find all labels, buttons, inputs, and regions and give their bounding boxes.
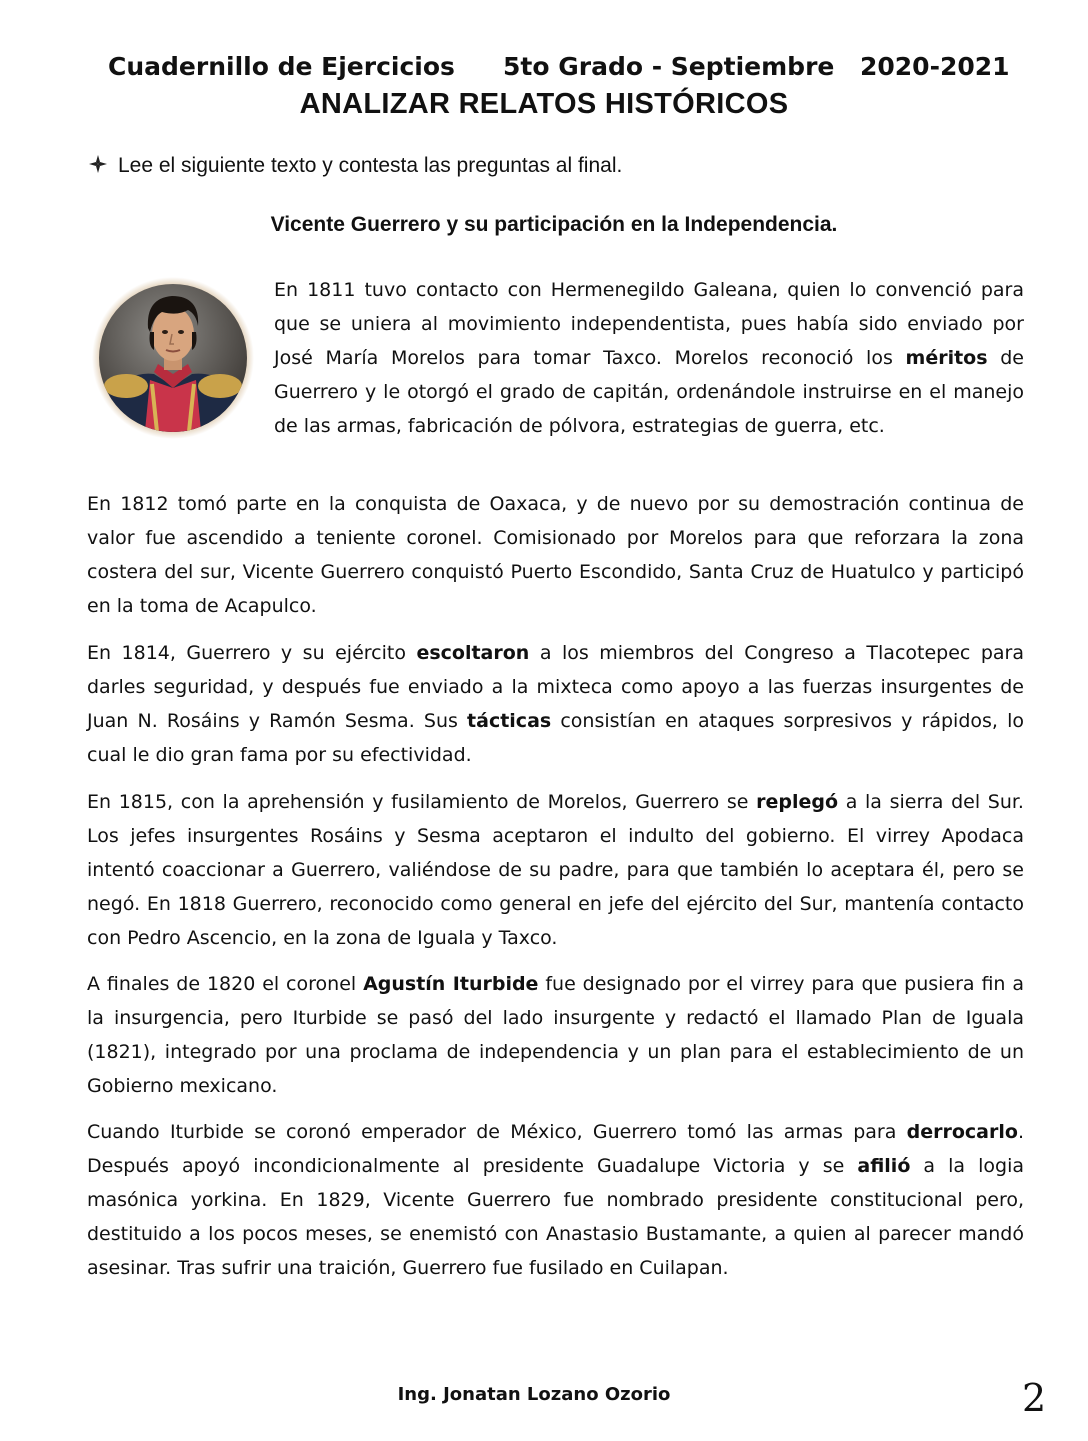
paragraph-1-text-a: En 1811 tuvo contacto con Hermenegildo Galeana, quien lo convenció para que se uniera al movimiento independentista, pues había sido enviado por José María Morelos para tomar Taxco. Morelos reconoció los	[274, 279, 1024, 369]
paragraph-6-text-c: . Después apoyó incondicionalmente al presidente Guadalupe Victoria y se	[87, 1121, 1024, 1177]
keyword-afilio: afilió	[857, 1155, 911, 1177]
worksheet-header	[108, 52, 1008, 86]
keyword-escoltaron: escoltaron	[416, 642, 530, 664]
paragraph-2	[87, 487, 1024, 623]
instruction-line	[88, 154, 622, 178]
paragraph-4-text-c: a la sierra del Sur. Los jefes insurgentes Rosáins y Sesma aceptaron el indulto del gobierno. El virrey Apodaca intentó coaccionar a Guerrero, valiéndose de su padre, para que también lo aceptara él, pero se negó. En 1818 Guerrero, reconocido como general en jefe del ejército del Sur, mantenía contacto con Pedro Ascencio, en la zona de Iguala y Taxco.	[87, 791, 1024, 949]
paragraph-3-text-d: consistían en ataques sorpresivos y rápidos, lo cual le dio gran fama por su efectividad.	[87, 710, 1024, 766]
footer-author: Ing. Jonatan Lozano Ozorio	[397, 1384, 671, 1405]
header-school-year: 2020-2021	[860, 52, 1010, 81]
header-grade-month: 5to Grado - Septiembre	[503, 52, 835, 81]
reading-title: Vicente Guerrero y su participación en la Independencia.	[270, 213, 838, 236]
paragraph-3	[87, 636, 1024, 772]
paragraph-2-text: En 1812 tomó parte en la conquista de Oaxaca, y de nuevo por su demostración continua de valor fue ascendido a teniente coronel. Comisionado por Morelos para que reforzara la zona costera del sur, Vicente Guerrero conquistó Puerto Escondido, Santa Cruz de Huatulco y participó en la toma de Acapulco.	[87, 493, 1024, 617]
instruction-text: Lee el siguiente texto y contesta las preguntas al final.	[118, 154, 623, 177]
diamond-bullet-icon	[88, 154, 110, 177]
paragraph-4	[87, 785, 1024, 955]
keyword-meritos: méritos	[905, 347, 988, 369]
paragraph-6-text-d: a la logia masónica yorkina. En 1829, Vicente Guerrero fue nombrado presidente constitucional pero, destituido a los pocos meses, se enemistó con Anastasio Bustamante, a quien al parecer mandó asesinar. Tras sufrir una traición, Guerrero fue fusilado en Cuilapan.	[87, 1155, 1024, 1279]
keyword-derrocarlo: derrocarlo	[906, 1121, 1018, 1143]
keyword-replego: replegó	[756, 791, 839, 813]
paragraph-5-text-a: A finales de 1820 el coronel	[87, 973, 364, 995]
header-booklet-title: Cuadernillo de Ejercicios	[108, 52, 455, 81]
paragraph-6-text-a: Cuando Iturbide se coronó emperador de México, Guerrero tomó las armas para	[87, 1121, 907, 1143]
paragraph-1	[274, 273, 1024, 443]
paragraph-6	[87, 1115, 1024, 1285]
paragraph-3-text-a: En 1814, Guerrero y su ejército	[87, 642, 417, 664]
page-title: ANALIZAR RELATOS HISTÓRICOS	[299, 88, 789, 120]
portrait-vicente-guerrero	[92, 276, 254, 441]
page-number: 2	[1022, 1376, 1047, 1420]
keyword-tacticas: tácticas	[467, 710, 552, 732]
paragraph-5-text-c: fue designado por el virrey para que pusiera fin a la insurgencia, pero Iturbide se pasó del lado insurgente y redactó el llamado Plan de Iguala (1821), integrado por una proclama de independencia y un plan para el establecimiento de un Gobierno mexicano.	[87, 973, 1024, 1097]
keyword-agustin-iturbide: Agustín Iturbide	[363, 973, 539, 995]
paragraph-4-text-a: En 1815, con la aprehensión y fusilamiento de Morelos, Guerrero se	[87, 791, 757, 813]
paragraph-1-text-c: de Guerrero y le otorgó el grado de capitán, ordenándole instruirse en el manejo de las armas, fabricación de pólvora, estrategias de guerra, etc.	[274, 347, 1024, 437]
paragraph-5	[87, 967, 1024, 1103]
paragraph-3-text-c: a los miembros del Congreso a Tlacotepec para darles seguridad, y después fue enviado a la mixteca como apoyo a las fuerzas insurgentes de Juan N. Rosáins y Ramón Sesma. Sus	[87, 642, 1024, 732]
